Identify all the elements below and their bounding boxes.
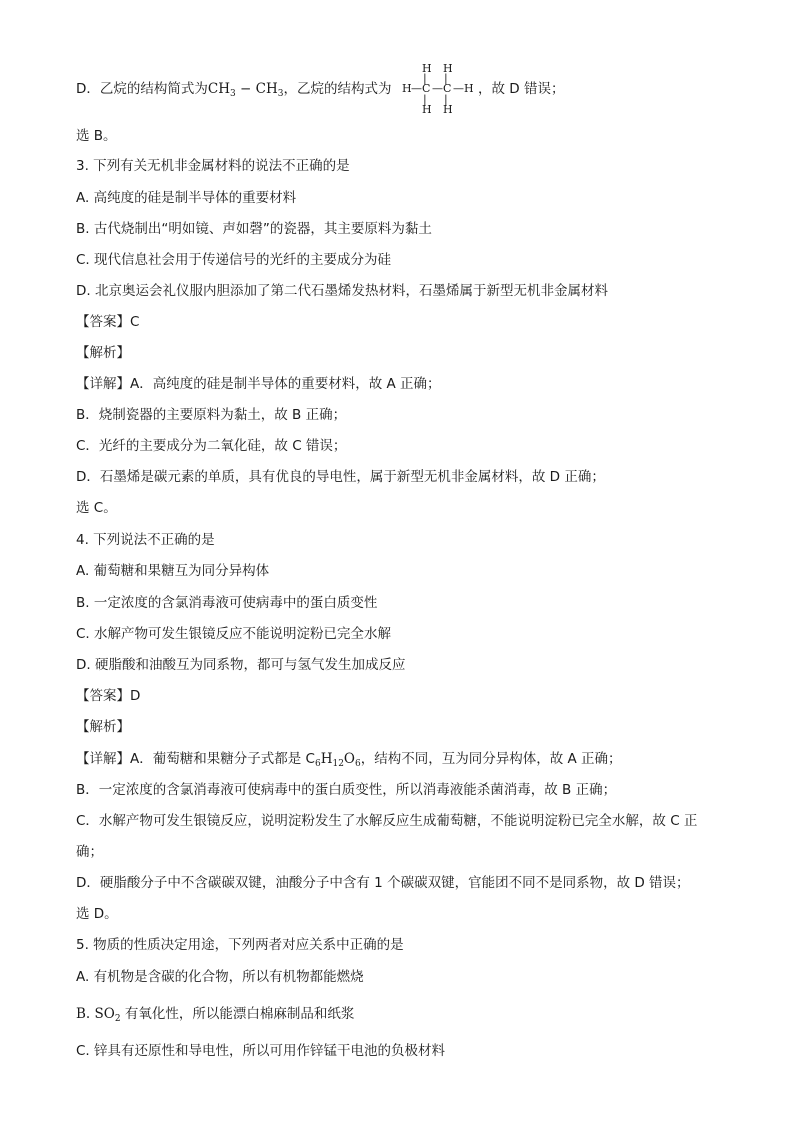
q4-option-a: A. 葡萄糖和果糖互为同分异构体 xyxy=(76,563,270,579)
q2-select: 选 B。 xyxy=(76,128,117,144)
q4-answer: 【答案】D xyxy=(76,688,141,704)
q3-option-b: B. 古代烧制出“明如镜、声如磬”的瓷器，其主要原料为黏土 xyxy=(76,221,432,237)
q2-d-text-2: ，乙烷的结构式为 xyxy=(283,81,392,97)
q4-analysis-heading: 【解析】 xyxy=(76,719,130,735)
q3-detail-c: C．光纤的主要成分为二氧化硅，故 C 错误； xyxy=(76,438,347,454)
q5-option-b: B. $SO_2$ 有氧化性，所以能漂白棉麻制品和纸浆 xyxy=(76,1006,355,1024)
q3-option-d: D. 北京奥运会礼仪服内胆添加了第二代石墨烯发热材料，石墨烯属于新型无机非金属材料 xyxy=(76,283,608,299)
q4-detail-a: 【详解】A．葡萄糖和果糖分子式都是 $C_6H_{12}O_6$，结构不同，互为同分异构体，故 A 正确； xyxy=(76,751,622,769)
q4-detail-b: B．一定浓度的含氯消毒液可使病毒中的蛋白质变性，所以消毒液能杀菌消毒，故 B 正确； xyxy=(76,782,617,798)
q4-detail-c-line1: C．水解产物可发生银镜反应，说明淀粉发生了水解反应生成葡萄糖，不能说明淀粉已完全水解，故 C 正 xyxy=(76,813,698,829)
q5-option-c: C. 锌具有还原性和导电性，所以可用作锌锰干电池的负极材料 xyxy=(76,1043,446,1059)
q4-select: 选 D。 xyxy=(76,906,118,922)
q3-analysis-heading: 【解析】 xyxy=(76,345,130,361)
q4-option-d: D. 硬脂酸和油酸互为同系物，都可与氢气发生加成反应 xyxy=(76,657,406,673)
q3-detail-b: B．烧制瓷器的主要原料为黏土，故 B 正确； xyxy=(76,407,347,423)
q3-stem: 3. 下列有关无机非金属材料的说法不正确的是 xyxy=(76,158,350,174)
q2-d-condensed-formula: $CH_3 - CH_3$ xyxy=(207,81,284,99)
q3-detail-d: D．石墨烯是碳元素的单质，具有优良的导电性，属于新型无机非金属材料，故 D 正确； xyxy=(76,469,605,485)
q2-d-text-1: D．乙烷的结构简式为 xyxy=(76,81,208,97)
q4-option-c: C. 水解产物可发生银镜反应不能说明淀粉已完全水解 xyxy=(76,626,392,642)
q3-answer: 【答案】C xyxy=(76,314,140,330)
q4-detail-c-line2: 确； xyxy=(76,844,103,860)
glucose-formula: $_6H_{12}O_6$ xyxy=(314,751,361,769)
q4-detail-d: D．硬脂酸分子中不含碳碳双键，油酸分子中含有 1 个碳碳双键，官能团不同不是同系物，故 D 错误； xyxy=(76,875,690,891)
q5-option-a: A. 有机物是含碳的化合物，所以有机物都能燃烧 xyxy=(76,969,364,985)
q3-option-c: C. 现代信息社会用于传递信号的光纤的主要成分为硅 xyxy=(76,252,392,268)
q2-d-text-3: ，故 D 错误； xyxy=(478,81,565,97)
q3-select: 选 C。 xyxy=(76,500,117,516)
q4-option-b: B. 一定浓度的含氯消毒液可使病毒中的蛋白质变性 xyxy=(76,595,378,611)
q3-option-a: A. 高纯度的硅是制半导体的重要材料 xyxy=(76,190,297,206)
q4-stem: 4. 下列说法不正确的是 xyxy=(76,532,215,548)
q3-detail-a: 【详解】A．高纯度的硅是制半导体的重要材料，故 A 正确； xyxy=(76,376,441,392)
q5-stem: 5. 物质的性质决定用途，下列两者对应关系中正确的是 xyxy=(76,937,404,953)
ethane-structural-formula: H H | | H — C — C — H | | H H xyxy=(402,62,474,116)
